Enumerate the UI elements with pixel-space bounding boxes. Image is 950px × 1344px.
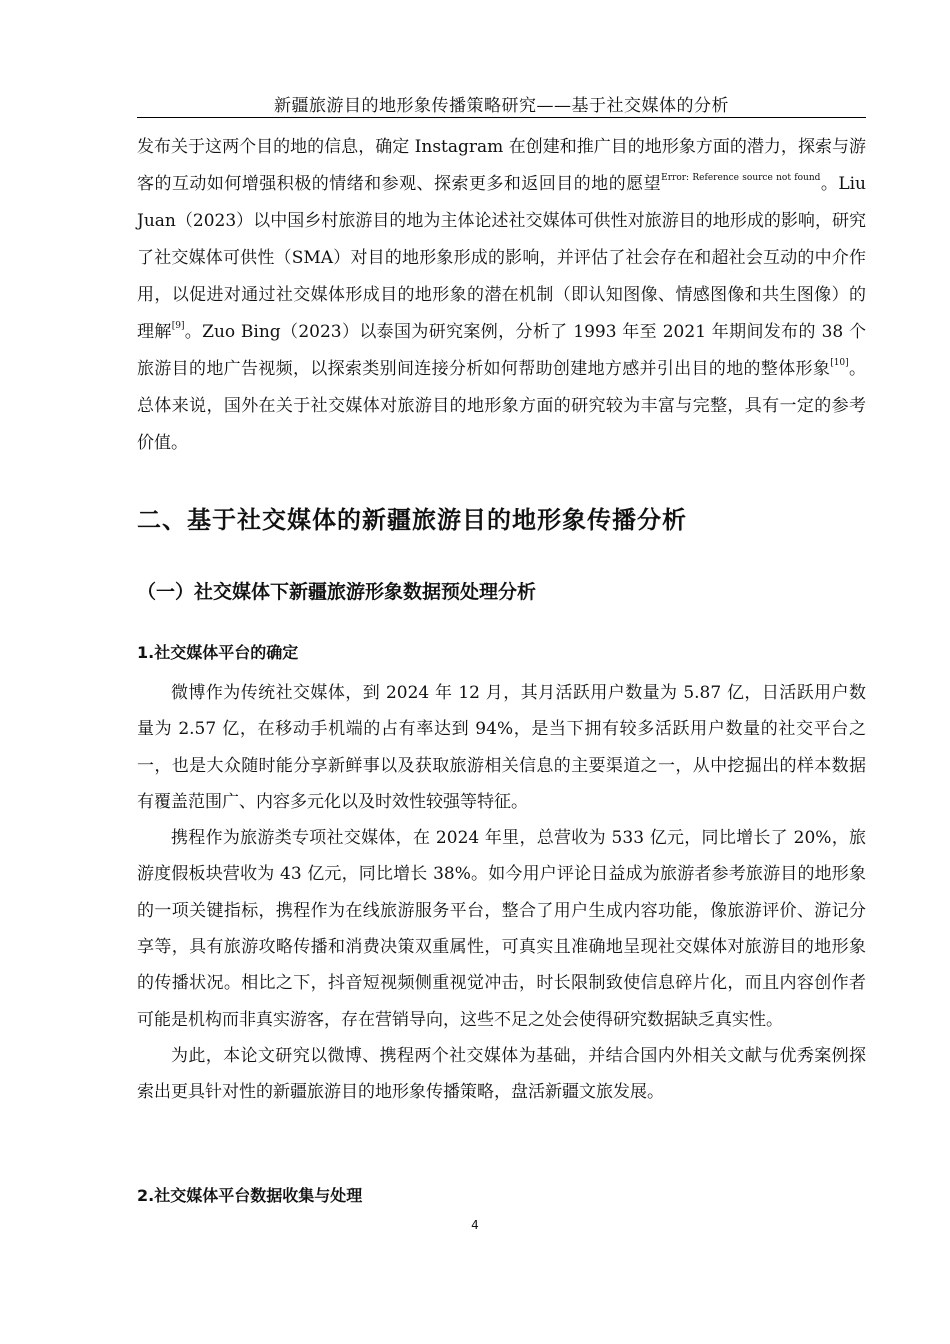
item-heading-platform-selection: 1.社交媒体平台的确定 bbox=[137, 643, 299, 662]
intro-text-4: 。总体来说，国外在关于社交媒体对旅游目的地形象方面的研究较为丰富与完整，具有一定的参考价值。 bbox=[137, 359, 867, 453]
subsection-heading: （一）社交媒体下新疆旅游形象数据预处理分析 bbox=[137, 581, 537, 603]
item-heading-data-collection: 2.社交媒体平台数据收集与处理 bbox=[137, 1186, 363, 1205]
paragraph-ctrip: 携程作为旅游类专项社交媒体，在 2024 年里，总营收为 533 亿元，同比增长了 20%，旅游度假板块营收为 43 亿元，同比增长 38%。如今用户评论日益成为旅游者参考旅游目的地形象的一项关键指标，携程作为在线旅游服务平台，整合了用户生成内容功能，像旅游评价、游记分享等，具有旅游攻略传播和消费决策双重属性，可真实且准确地呈现社交媒体对旅游目的地形象的传播状况。相比之下，抖音短视频侧重视觉冲击，时长限制致使信息碎片化，而且内容创作者可能是机构而非真实游客，存在营销导向，这些不足之处会使得研究数据缺乏真实性。 bbox=[137, 828, 866, 1030]
section-body bbox=[137, 675, 866, 1111]
intro-text-1: 发布关于这两个目的地的信息，确定 Instagram 在创建和推广目的地形象方面的潜力，探索与游客的互动如何增强积极的情绪和参观、探索更多和返回目的地的愿望 bbox=[137, 137, 866, 194]
section-heading: 二、基于社交媒体的新疆旅游目的地形象传播分析 bbox=[137, 506, 687, 534]
paragraph-weibo: 微博作为传统社交媒体，到 2024 年 12 月，其月活跃用户数量为 5.87 亿，日活跃用户数量为 2.57 亿，在移动手机端的占有率达到 94%，是当下拥有较多活跃用户数量的社交平台之一，也是大众随时能分享新鲜事以及获取旅游相关信息的主要渠道之一，从中挖掘出的样本数据有覆盖范围广、内容多元化以及时效性较强等特征。 bbox=[137, 683, 866, 812]
citation-10[interactable]: [10] bbox=[830, 358, 849, 368]
intro-text-2: 。Liu Juan（2023）以中国乡村旅游目的地为主体论述社交媒体可供性对旅游目的地形成的影响，研究了社交媒体可供性（SMA）对目的地形象形成的影响，并评估了社会存在和超社会互动的中介作用，以促进对通过社交媒体形成目的地形象的潜在机制（即认知图像、情感图像和共生图像）的理解 bbox=[137, 174, 867, 342]
header-rule bbox=[137, 117, 866, 118]
citation-9[interactable]: [9] bbox=[171, 321, 185, 331]
reference-error-marker: Error: Reference source not found bbox=[661, 173, 821, 183]
intro-paragraph bbox=[137, 129, 866, 462]
paragraph-conclusion: 为此，本论文研究以微博、携程两个社交媒体为基础，并结合国内外相关文献与优秀案例探索出更具针对性的新疆旅游目的地形象传播策略，盘活新疆文旅发展。 bbox=[137, 1045, 866, 1103]
intro-text-3: 。Zuo Bing（2023）以泰国为研究案例，分析了 1993 年至 2021 年期间发布的 38 个旅游目的地广告视频，以探索类别间连接分析如何帮助创建地方感并引出目的地的整体形象 bbox=[137, 322, 866, 379]
page-number: 4 bbox=[471, 1218, 479, 1232]
running-header: 新疆旅游目的地形象传播策略研究——基于社交媒体的分析 bbox=[274, 96, 729, 116]
